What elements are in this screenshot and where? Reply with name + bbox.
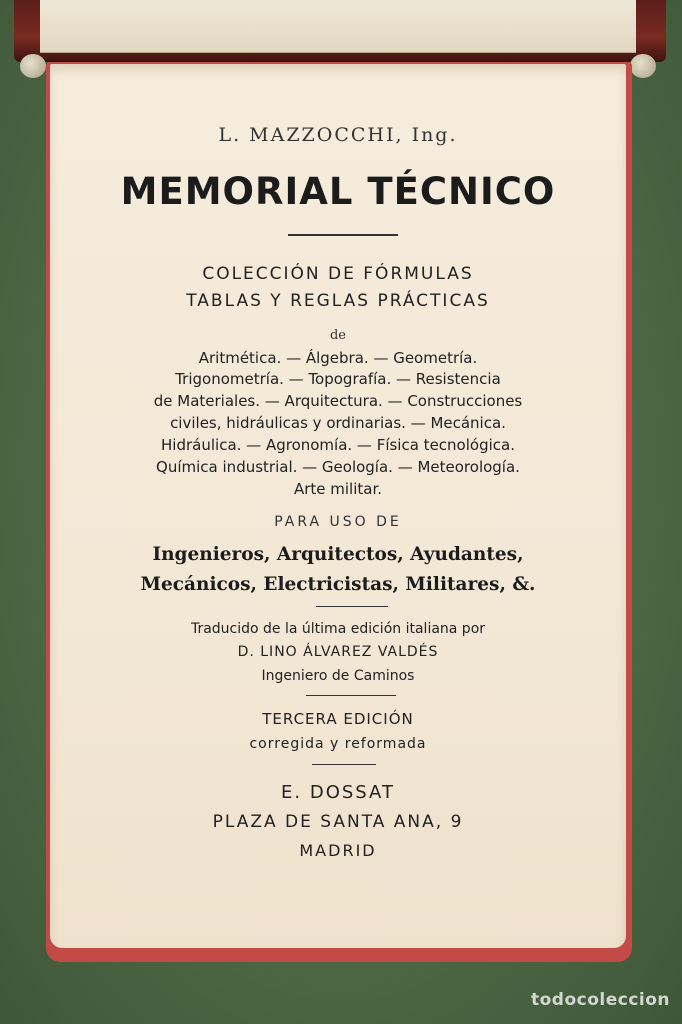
- connector-de: de: [329, 328, 346, 343]
- publisher-address: PLAZA DE SANTA ANA, 9: [212, 812, 464, 832]
- author-line: L. MAZZOCCHI, Ing.: [218, 124, 458, 146]
- translation-line: Traducido de la última edición italiana por: [190, 621, 486, 637]
- topic-line: civiles, hidráulicas y ordinarias. — Mecánica.: [170, 414, 506, 432]
- audience-rule: [316, 606, 388, 607]
- topic-line: Trigonometría. — Topografía. — Resistencia: [175, 370, 501, 388]
- top-page-leaf: [40, 0, 636, 53]
- topic-line: Arte militar.: [293, 480, 383, 498]
- para-uso-de: PARA USO DE: [274, 514, 402, 530]
- title-rule: [288, 234, 398, 236]
- edition-rule: [312, 764, 376, 765]
- translation-rule: [306, 695, 396, 696]
- translator-role: Ingeniero de Caminos: [261, 668, 415, 684]
- topic-line: Química industrial. — Geología. — Meteorología.: [156, 458, 520, 476]
- binding-ring-right: [630, 54, 656, 78]
- topic-line: Aritmética. — Álgebra. — Geometría.: [198, 349, 478, 367]
- edition-line: TERCERA EDICIÓN: [262, 710, 414, 728]
- watermark-logo: todocoleccion: [530, 990, 670, 1010]
- binding-ring-left: [20, 54, 46, 78]
- subtitle-line-1: COLECCIÓN DE FÓRMULAS: [202, 264, 474, 284]
- translator-name: D. LINO ÁLVAREZ VALDÉS: [237, 644, 439, 660]
- edition-note: corregida y reformada: [249, 736, 427, 752]
- publisher-name: E. DOSSAT: [281, 782, 395, 803]
- title-page: [50, 64, 626, 948]
- publisher-city: MADRID: [299, 841, 377, 860]
- audience-line-2: Mecánicos, Electricistas, Militares, &.: [140, 574, 536, 595]
- book-title: MEMORIAL TÉCNICO: [120, 170, 556, 213]
- subtitle-line-2: TABLAS Y REGLAS PRÁCTICAS: [186, 291, 490, 311]
- topic-line: Hidráulica. — Agronomía. — Física tecnológica.: [161, 436, 515, 454]
- audience-line-1: Ingenieros, Arquitectos, Ayudantes,: [152, 544, 524, 565]
- topic-line: de Materiales. — Arquitectura. — Construcciones: [153, 392, 523, 410]
